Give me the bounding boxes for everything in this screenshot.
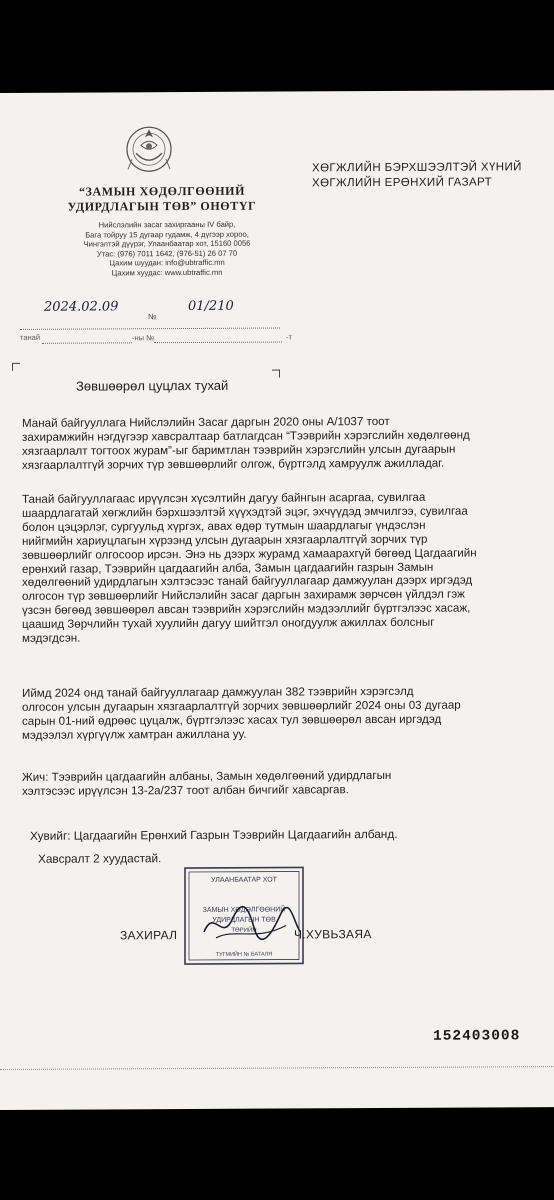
ref-blank-1 [42, 342, 132, 343]
body-line: мэдээлэл хүргүүлж хамтран ажиллана уу. [22, 727, 247, 742]
address-phone: Утас: (976) 7011 1642, (976-51) 26 07 70 [96, 248, 238, 259]
paragraph-1 [22, 415, 470, 473]
recipient-block [312, 160, 552, 191]
bottom-dotted-line [0, 1066, 554, 1070]
body-line: хэлтэсээс ирүүлсэн 13-2а/237 тоот албан бичгийг хавсаргав. [22, 783, 349, 798]
body-line: сарын 01-ний өдрөөс цуцалж, бүртгэлээс хасах тул зөвшөөрөл авсан иргэдэд [22, 712, 442, 728]
body-line: Иймд 2024 онд танай байгууллагаар дамжуулан 382 тээврийн хэрэгсэлд [22, 684, 414, 700]
corner-bracket-left [12, 363, 20, 371]
letter-paper [0, 90, 554, 1110]
body-line: олгосон улсын дугаарын хязгаарлалтгүй зорчих зөвшөөрлийг 2024 оны 03 дугаар [22, 698, 461, 714]
attachment-line: Хавсралт 2 хуудастай. [38, 851, 162, 866]
body-line: цаашид Зөрчлийн тухай хуулийн дагуу шийтгэл оногдуулж ажиллах болсныг [22, 615, 435, 632]
organization-name [52, 184, 272, 215]
corner-bracket-right [272, 370, 280, 378]
body-line: Манай байгууллага Нийслэлийн Засаг даргын 2020 оны А/1037 тоот [22, 414, 390, 430]
address-line: Нийслэлийн засаг захиргааны IV байр, [98, 219, 236, 230]
paragraph-2 [22, 491, 477, 646]
body-line: олгосон түр зөвшөөрлийг Нийслэлийн засаг даргын захирамж зөрчсөн үйлдэл гэж [22, 587, 465, 604]
stamp-top-text: УЛААНБААТАР ХОТ [211, 876, 277, 884]
body-line: Танай байгууллагаас ирүүлсэн хүсэлтийн дагуу байнгын асаргаа, сувилгаа [22, 490, 426, 506]
org-name-line1: “ЗАМЫН ХӨДӨЛГӨӨНИЙ [78, 183, 246, 199]
body-line: захирамжийн нэгдүгээр хавсралтаар батлагдсан “Тээврийн хэрэгслийн хөдөлгөөнд [22, 428, 470, 444]
recipient-line1: ХӨГЖЛИЙН БЭРХШЭЭЛТЭЙ ХҮНИЙ [312, 161, 522, 175]
ref-mid: -ны № [132, 333, 155, 343]
address-line: Бага тойруу 15 дугаар гудамж, 4 дүгээр хороо, [85, 229, 249, 240]
organization-address [52, 220, 282, 279]
org-name-line2: УДИРДЛАГЫН ТӨВ” ОНӨТҮГ [67, 198, 257, 214]
address-line: Чингэлтэй дүүрэг, Улаанбаатар хот, 15160 0056 [83, 238, 251, 249]
letter-subject: Зөвшөөрөл цуцлах тухай [76, 377, 229, 394]
recipient-line2: ХӨГЖЛИЙН ЕРӨНХИЙ ГАЗАРТ [312, 176, 493, 190]
body-line: Жич: Тээврийн цагдаагийн албаны, Замын хөдөлгөөний удирдлагын [22, 768, 392, 784]
copy-to-line: Хувийг: Цагдаагийн Ерөнхий Газрын Тээврийн Цагдаагийн албанд. [30, 826, 398, 843]
body-line: болон цэцэрлэг, сургуульд хүргэх, авах өдөр тутмын шаардлагыг үндэслэн [22, 518, 426, 534]
body-line: хязгаарлалтгүй зорчих түр зөвшөөрлийг олгож, бүртгэлд хамруулж ажилладаг. [22, 456, 445, 472]
ref-prefix: танай [20, 332, 41, 342]
stamp-mid-text-1: ЗАМЫН ХӨДӨЛГӨӨНИЙ [202, 906, 286, 914]
letter-body [22, 414, 550, 866]
handwritten-signature-icon [196, 897, 306, 948]
ref-blank-2 [154, 342, 282, 344]
stamp-bottom-text: ТУГМИЙН № БАТАЛЯ [215, 951, 273, 958]
ref-suffix: -т [286, 332, 292, 342]
body-line: ерөнхий газар, Тээврийн цагдаагийн алба, Замын цагдаагийн газрын Замын [22, 560, 434, 576]
body-line: хөдөлгөөний удирдлагын хэлтэсээс танай байгууллагаар дамжуулан дээрх иргэдэд [22, 573, 473, 590]
body-line: мэдэгдсэн. [22, 631, 81, 645]
body-line: хязгаарлалт тогтоох журам”-ыг баримтлан тээврийн хэрэгслийн улсын дугаарын [22, 442, 456, 458]
signatory-name: Ч.ХУВЬЗАЯА [294, 927, 372, 942]
document-registration-number: 152403008 [433, 1028, 521, 1045]
number-label: № [148, 312, 157, 322]
stamp-mid-text-3: ТӨРИЙН [231, 927, 257, 934]
address-website: Цахим хуудас: www.ubtraffic.mn [111, 267, 223, 278]
body-line: үзсэн бөгөөд зөвшөөрөл авсан тээврийн хэрэгслийн мэдээллийг бүртгэлээс хасаж, [22, 601, 471, 618]
body-line: шаардлагатай хөгжлийн бэрхшээлтэй хүүхэдтэй эцэг, эхчүүдэд эмчилгээ, сувилгаа [22, 504, 468, 520]
reference-line [20, 332, 292, 347]
note-paragraph [22, 769, 391, 799]
stamp-mid-text-2: УДИРДЛАГЫН ТӨВ [212, 916, 276, 924]
signatory-title: ЗАХИРАЛ [120, 928, 178, 943]
mongolia-emblem-icon [122, 119, 176, 175]
body-line: нийгмийн хариуцлагын хүрээнд улсын дугаарын хязгаарлалтгүй зорчих түр [22, 532, 428, 548]
paragraph-3 [22, 685, 461, 743]
address-email: Цахим шуудан: info@ubtraffic.mn [109, 258, 225, 268]
body-line: зөвшөөрлийг олгосоор ирсэн. Энэ нь дээрх журамд хамаарахгүй бөгөөд Цагдаагийн [22, 546, 477, 562]
letter-date: 2024.02.09 [44, 299, 119, 315]
letter-number: 01/210 [188, 298, 234, 315]
